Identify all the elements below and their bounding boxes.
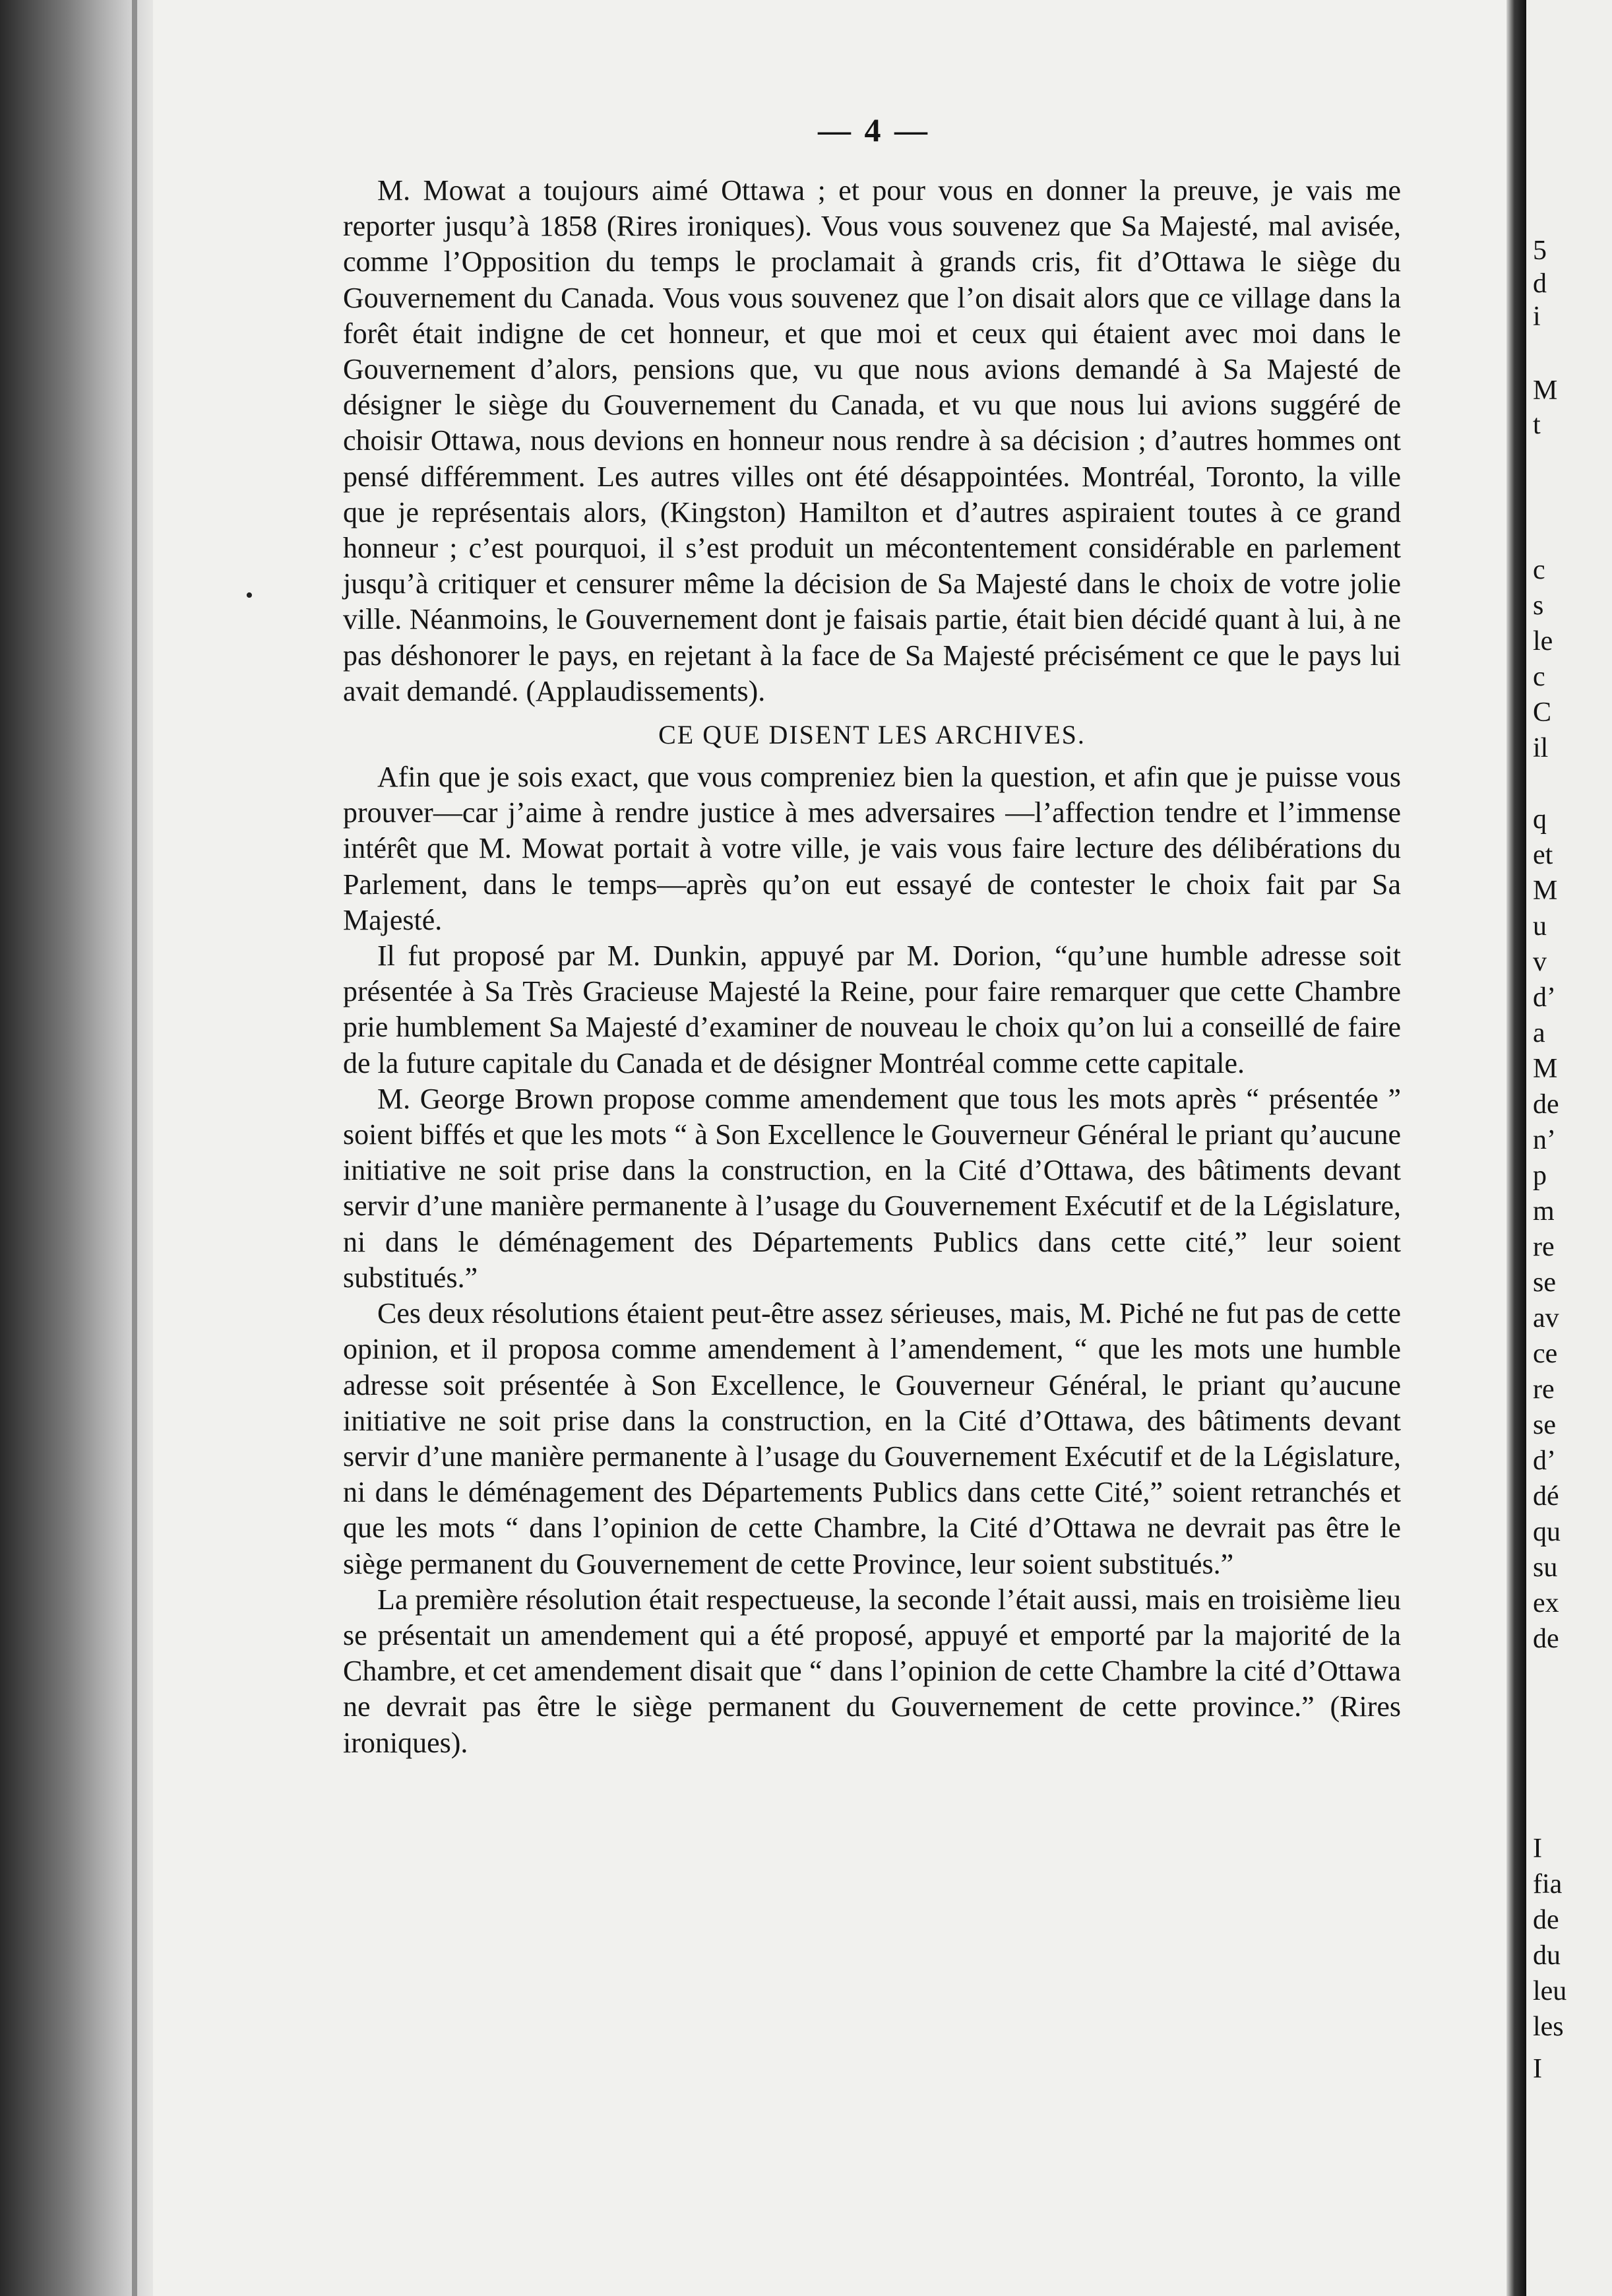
facing-fragment: u bbox=[1533, 911, 1547, 941]
facing-fragment: M bbox=[1533, 876, 1558, 906]
facing-fragment: le bbox=[1533, 626, 1553, 656]
facing-fragment: d’ bbox=[1533, 1446, 1556, 1476]
facing-fragment: d’ bbox=[1533, 982, 1556, 1013]
facing-fragment: i bbox=[1533, 302, 1541, 332]
facing-fragment: se bbox=[1533, 1410, 1556, 1440]
facing-fragment: qu bbox=[1533, 1517, 1561, 1547]
facing-fragment: c bbox=[1533, 662, 1545, 692]
paragraph-mowat-ottawa: M. Mowat a toujours aimé Ottawa ; et pour vous en donner la preuve, je vais me reporter jusqu’à 1858 (Rires ironiques). Vous vous souvenez que Sa Majesté, mal avisée, comme l’Opposition du temps le proclamait à grands cris, fit d’Ottawa le siège du Gouvernement du Canada. Vous vous souvenez que l’on disait alors que ce village dans la forêt était indigne de cet honneur, et que moi et ceux qui étaient avec moi dans le Gouvernement d’alors, pensions que, vu que nous avions demandé à Sa Majesté de désigner le siège du Gouvernement du Canada, et vu que nous lui avions suggéré de choisir Ottawa, nous devions en honneur nous rendre à sa décision ; d’autres hommes ont pensé différemment. Les autres villes ont été désappointées. Montréal, Toronto, la ville que je représentais alors, (Kingston) Hamilton et d’autres aspiraient toutes à ce grand honneur ; c’est pourquoi, il s’est produit un mécontentement considérable en parlement jusqu’à critiquer et censurer même la décision de Sa Majesté dans le choix de votre jolie ville. Néanmoins, le Gouvernement dont je faisais partie, était bien décidé quant à lui, à ne pas déshonorer le pays, en rejetant à la face de Sa Majesté précisément ce que le pays lui avait demandé. (Applaudissements). bbox=[343, 174, 1401, 707]
facing-fragment: ce bbox=[1533, 1339, 1558, 1369]
facing-fragment: p bbox=[1533, 1161, 1547, 1191]
facing-fragment: n’ bbox=[1533, 1125, 1556, 1155]
facing-fragment: av bbox=[1533, 1303, 1559, 1333]
body-text bbox=[343, 173, 1401, 1761]
facing-fragment: de bbox=[1533, 1624, 1559, 1654]
facing-fragment: dé bbox=[1533, 1481, 1559, 1512]
facing-fragment: c bbox=[1533, 555, 1545, 585]
paragraph-resolution: La première résolution était respectueuse, la seconde l’était aussi, mais en troisième lieu se présentait un amendement qui a été proposé, appuyé et emporté par la majorité de la Chambre, et cet amendement disait que “ dans l’opinion de cette Chambre la cité d’Ottawa ne devrait pas être le siège permanent du Gouvernement de cette province.” (Rires ironiques). bbox=[343, 1583, 1401, 1759]
paragraph-piche: Ces deux résolutions étaient peut-être assez sérieuses, mais, M. Piché ne fut pas de cette opinion, et il proposa comme amendement à l’amendement, “ que les mots une humble adresse soit présentée à Son Excellence, le Gouverneur Général, le priant qu’aucune initiative ne soit prise dans la construction, en la Cité d’Ottawa, des bâtiments devant servir d’une manière permanente à l’usage du Gouvernement Exécutif et de la Législature, ni dans le déménagement des Départements Publics dans cette Cité,” soient retranchés et que les mots “ dans l’opinion de cette Chambre, la Cité d’Ottawa ne devrait pas être le siège permanent du Gouvernement de cette Province, leur soient substitués.” bbox=[343, 1297, 1401, 1580]
page-number: — 4 — bbox=[818, 112, 930, 148]
facing-fragment: su bbox=[1533, 1552, 1558, 1583]
facing-fragment: a bbox=[1533, 1018, 1545, 1048]
facing-fragment: de bbox=[1533, 1905, 1559, 1935]
paragraph-dunkin: Il fut proposé par M. Dunkin, appuyé par M. Dorion, “qu’une humble adresse soit présentée à Sa Très Gracieuse Majesté la Reine, pour faire remarquer que cette Chambre prie humblement Sa Majesté d’examiner de nouveau le choix qu’on lui a conseillé de faire de la future capitale du Canada et de désigner Montréal comme cette capitale. bbox=[343, 940, 1401, 1079]
facing-fragment: q bbox=[1533, 804, 1547, 835]
facing-fragment: C bbox=[1533, 697, 1552, 728]
facing-fragment: leu bbox=[1533, 1976, 1567, 2006]
facing-fragment: re bbox=[1533, 1232, 1555, 1262]
facing-fragment: de bbox=[1533, 1089, 1559, 1120]
facing-fragment: fia bbox=[1533, 1869, 1563, 1899]
facing-fragment: t bbox=[1533, 410, 1541, 440]
facing-fragment: m bbox=[1533, 1196, 1555, 1227]
facing-fragment: d bbox=[1533, 269, 1547, 299]
section-heading: CE QUE DISENT LES ARCHIVES. bbox=[658, 720, 1086, 750]
facing-fragment: re bbox=[1533, 1374, 1555, 1405]
facing-fragment: les bbox=[1533, 2012, 1564, 2042]
scan-left-edge bbox=[0, 0, 153, 2296]
facing-fragment: ex bbox=[1533, 1588, 1559, 1618]
facing-fragment: et bbox=[1533, 840, 1553, 870]
facing-fragment: du bbox=[1533, 1940, 1561, 1971]
facing-fragment: v bbox=[1533, 947, 1547, 977]
facing-fragment: 5 bbox=[1533, 236, 1547, 266]
facing-page-edge bbox=[1526, 0, 1612, 2296]
stray-mark: • bbox=[245, 583, 253, 608]
paragraph-exact: Afin que je sois exact, que vous compreniez bien la question, et afin que je puisse vous prouver—car j’aime à rendre justice à mes adversaires —l’affection tendre et l’immense intérêt que M. Mowat portait à votre ville, je vais vous faire lecture des délibérations du Parlement, dans le temps—après qu’on eut essayé de contester le choix fait par Sa Majesté. bbox=[343, 761, 1401, 936]
facing-fragment: s bbox=[1533, 590, 1544, 621]
facing-fragment: il bbox=[1533, 733, 1549, 763]
binding-fold bbox=[132, 0, 137, 2296]
facing-fragment: M bbox=[1533, 1054, 1558, 1084]
facing-fragment: se bbox=[1533, 1267, 1556, 1298]
paragraph-brown: M. George Brown propose comme amendement que tous les mots après “ présentée ” soient biffés et que les mots “ à Son Excellence le Gouverneur Général le priant qu’aucune initiative ne soit prise dans la construction, en la Cité d’Ottawa, des bâtiments devant servir d’une manière permanente à l’usage du Gouvernement Exécutif et de la Législature, ni dans le déménagement des Départements Publics dans cette cité,” leur soient substitués.” bbox=[343, 1082, 1401, 1294]
binding-gutter bbox=[1506, 0, 1526, 2296]
facing-fragment: M bbox=[1533, 375, 1558, 406]
facing-fragment: I bbox=[1533, 2054, 1542, 2084]
facing-fragment: I bbox=[1533, 1834, 1542, 1864]
